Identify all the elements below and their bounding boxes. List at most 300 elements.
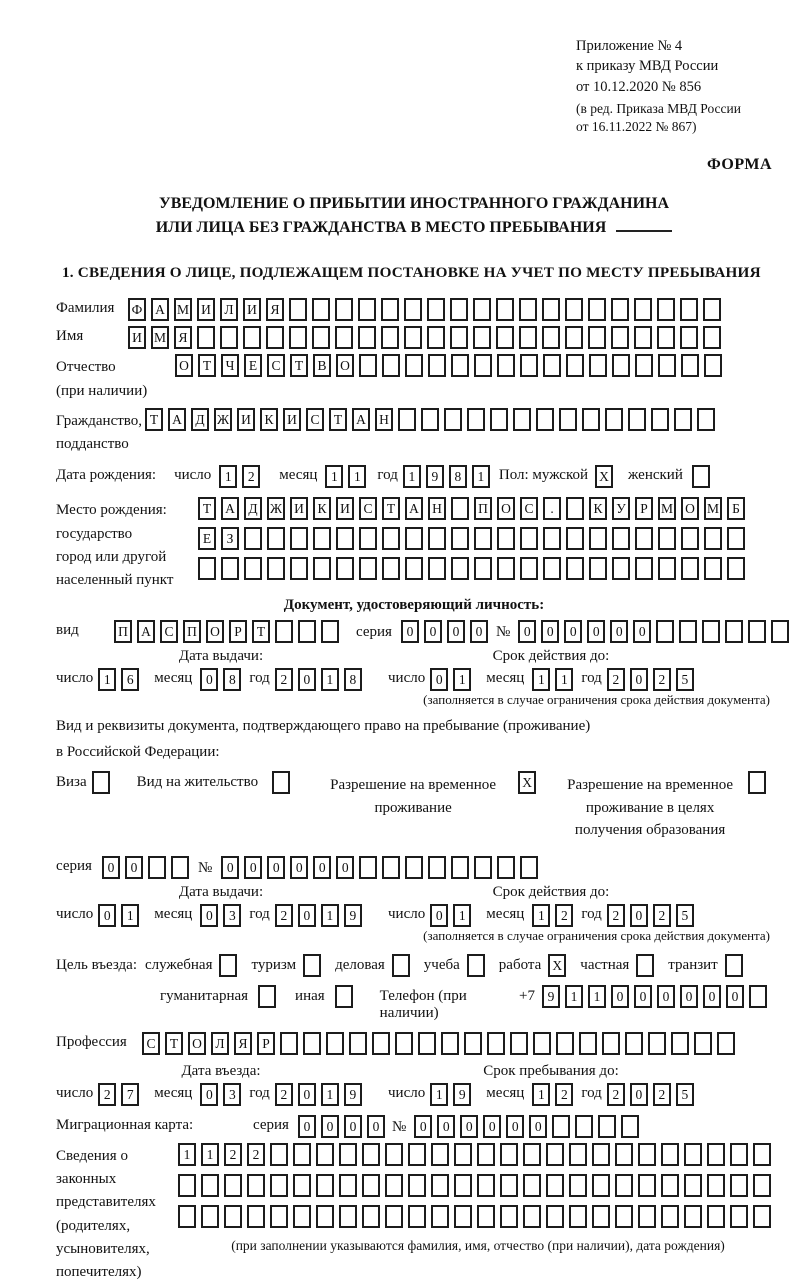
char-box[interactable] [464, 1032, 482, 1055]
char-box[interactable] [566, 497, 584, 520]
char-box[interactable] [621, 1115, 639, 1138]
char-box[interactable] [753, 1174, 771, 1197]
char-box[interactable] [615, 1143, 633, 1166]
char-box[interactable] [247, 1174, 265, 1197]
char-box[interactable] [293, 1143, 311, 1166]
char-box[interactable] [748, 771, 766, 794]
char-box[interactable]: 0 [200, 904, 218, 927]
char-box[interactable] [404, 298, 422, 321]
char-box[interactable] [431, 1143, 449, 1166]
char-box[interactable] [312, 326, 330, 349]
char-box[interactable] [270, 1174, 288, 1197]
char-box[interactable] [451, 497, 469, 520]
char-box[interactable]: 0 [630, 904, 648, 927]
char-box[interactable] [565, 326, 583, 349]
char-box[interactable]: 0 [470, 620, 488, 643]
char-box[interactable]: Т [252, 620, 270, 643]
char-box[interactable] [592, 1205, 610, 1228]
char-box[interactable]: 1 [325, 465, 343, 488]
char-box[interactable] [221, 557, 239, 580]
char-box[interactable]: 0 [460, 1115, 478, 1138]
char-box[interactable]: 0 [703, 985, 721, 1008]
char-box[interactable]: Р [257, 1032, 275, 1055]
char-box[interactable] [313, 527, 331, 550]
char-box[interactable] [684, 1143, 702, 1166]
char-box[interactable]: 9 [542, 985, 560, 1008]
char-box[interactable] [382, 557, 400, 580]
char-box[interactable]: 3 [223, 1083, 241, 1106]
char-box[interactable] [404, 326, 422, 349]
char-box[interactable] [431, 1205, 449, 1228]
char-box[interactable] [589, 354, 607, 377]
char-box[interactable] [542, 298, 560, 321]
char-box[interactable] [451, 557, 469, 580]
char-box[interactable] [385, 1174, 403, 1197]
char-box[interactable] [359, 527, 377, 550]
char-box[interactable] [694, 1032, 712, 1055]
char-box[interactable] [418, 1032, 436, 1055]
char-box[interactable]: П [183, 620, 201, 643]
char-box[interactable]: 2 [242, 465, 260, 488]
char-box[interactable]: 9 [453, 1083, 471, 1106]
char-box[interactable]: 0 [401, 620, 419, 643]
char-box[interactable]: С [160, 620, 178, 643]
char-box[interactable]: 1 [532, 1083, 550, 1106]
char-box[interactable]: У [612, 497, 630, 520]
char-box[interactable] [725, 620, 743, 643]
char-box[interactable]: 0 [587, 620, 605, 643]
char-box[interactable] [727, 557, 745, 580]
char-box[interactable] [405, 557, 423, 580]
char-box[interactable] [247, 1205, 265, 1228]
char-box[interactable] [258, 985, 276, 1008]
char-box[interactable]: 1 [219, 465, 237, 488]
char-box[interactable] [579, 1032, 597, 1055]
char-box[interactable] [497, 527, 515, 550]
char-box[interactable]: 1 [588, 985, 606, 1008]
char-box[interactable] [523, 1205, 541, 1228]
char-box[interactable] [359, 856, 377, 879]
char-box[interactable] [703, 326, 721, 349]
char-box[interactable]: 9 [344, 904, 362, 927]
char-box[interactable]: 0 [298, 1083, 316, 1106]
char-box[interactable] [510, 1032, 528, 1055]
char-box[interactable] [316, 1205, 334, 1228]
char-box[interactable] [543, 354, 561, 377]
char-box[interactable]: Т [329, 408, 347, 431]
char-box[interactable] [612, 557, 630, 580]
char-box[interactable] [533, 1032, 551, 1055]
char-box[interactable]: 1 [472, 465, 490, 488]
char-box[interactable]: 2 [555, 904, 573, 927]
char-box[interactable] [428, 527, 446, 550]
char-box[interactable] [657, 326, 675, 349]
char-box[interactable]: И [243, 298, 261, 321]
char-box[interactable] [428, 856, 446, 879]
char-box[interactable]: 0 [657, 985, 675, 1008]
char-box[interactable]: Д [191, 408, 209, 431]
char-box[interactable]: Т [382, 497, 400, 520]
char-box[interactable] [730, 1205, 748, 1228]
char-box[interactable] [543, 527, 561, 550]
char-box[interactable] [656, 620, 674, 643]
char-box[interactable] [546, 1174, 564, 1197]
char-box[interactable]: 2 [555, 1083, 573, 1106]
char-box[interactable] [382, 527, 400, 550]
char-box[interactable] [474, 354, 492, 377]
char-box[interactable] [635, 557, 653, 580]
char-box[interactable]: X [518, 771, 536, 794]
char-box[interactable] [148, 856, 166, 879]
char-box[interactable] [674, 408, 692, 431]
char-box[interactable]: И [336, 497, 354, 520]
char-box[interactable] [473, 326, 491, 349]
char-box[interactable]: С [359, 497, 377, 520]
char-box[interactable] [408, 1143, 426, 1166]
char-box[interactable] [290, 527, 308, 550]
char-box[interactable]: 8 [449, 465, 467, 488]
char-box[interactable]: О [681, 497, 699, 520]
char-box[interactable] [589, 557, 607, 580]
char-box[interactable] [358, 298, 376, 321]
char-box[interactable] [270, 1143, 288, 1166]
char-box[interactable] [500, 1205, 518, 1228]
char-box[interactable] [496, 298, 514, 321]
char-box[interactable]: 6 [121, 668, 139, 691]
char-box[interactable] [201, 1174, 219, 1197]
char-box[interactable] [358, 326, 376, 349]
char-box[interactable]: К [260, 408, 278, 431]
char-box[interactable] [681, 354, 699, 377]
char-box[interactable]: 0 [313, 856, 331, 879]
char-box[interactable] [566, 557, 584, 580]
char-box[interactable]: 1 [430, 1083, 448, 1106]
char-box[interactable]: Т [198, 497, 216, 520]
char-box[interactable]: 0 [506, 1115, 524, 1138]
char-box[interactable]: 0 [200, 1083, 218, 1106]
char-box[interactable] [635, 527, 653, 550]
char-box[interactable]: Т [290, 354, 308, 377]
char-box[interactable] [497, 557, 515, 580]
char-box[interactable]: А [168, 408, 186, 431]
char-box[interactable] [298, 620, 316, 643]
char-box[interactable]: К [589, 497, 607, 520]
char-box[interactable]: 0 [680, 985, 698, 1008]
char-box[interactable] [326, 1032, 344, 1055]
char-box[interactable]: 5 [676, 668, 694, 691]
char-box[interactable] [487, 1032, 505, 1055]
char-box[interactable] [658, 354, 676, 377]
char-box[interactable]: А [405, 497, 423, 520]
char-box[interactable] [592, 1143, 610, 1166]
char-box[interactable] [431, 1174, 449, 1197]
char-box[interactable] [543, 557, 561, 580]
char-box[interactable] [680, 326, 698, 349]
char-box[interactable] [523, 1174, 541, 1197]
char-box[interactable]: 0 [221, 856, 239, 879]
char-box[interactable] [638, 1143, 656, 1166]
char-box[interactable]: Л [220, 298, 238, 321]
char-box[interactable] [339, 1174, 357, 1197]
char-box[interactable]: 0 [610, 620, 628, 643]
char-box[interactable] [316, 1143, 334, 1166]
char-box[interactable]: 2 [275, 1083, 293, 1106]
char-box[interactable] [575, 1115, 593, 1138]
char-box[interactable]: 0 [430, 668, 448, 691]
char-box[interactable] [381, 298, 399, 321]
char-box[interactable]: М [704, 497, 722, 520]
char-box[interactable] [500, 1143, 518, 1166]
char-box[interactable] [398, 408, 416, 431]
char-box[interactable] [605, 408, 623, 431]
char-box[interactable]: 0 [102, 856, 120, 879]
char-box[interactable]: 0 [336, 856, 354, 879]
char-box[interactable]: . [543, 497, 561, 520]
char-box[interactable] [312, 298, 330, 321]
char-box[interactable] [316, 1174, 334, 1197]
char-box[interactable] [684, 1174, 702, 1197]
char-box[interactable] [444, 408, 462, 431]
char-box[interactable] [474, 527, 492, 550]
char-box[interactable]: Ж [214, 408, 232, 431]
char-box[interactable]: 0 [633, 620, 651, 643]
char-box[interactable] [321, 620, 339, 643]
char-box[interactable] [542, 326, 560, 349]
char-box[interactable] [490, 408, 508, 431]
char-box[interactable] [704, 557, 722, 580]
char-box[interactable]: М [174, 298, 192, 321]
char-box[interactable]: 0 [298, 904, 316, 927]
char-box[interactable]: 1 [348, 465, 366, 488]
char-box[interactable]: И [128, 326, 146, 349]
char-box[interactable]: Т [165, 1032, 183, 1055]
char-box[interactable] [339, 1143, 357, 1166]
char-box[interactable] [520, 856, 538, 879]
char-box[interactable] [702, 620, 720, 643]
char-box[interactable] [703, 298, 721, 321]
char-box[interactable]: 2 [607, 904, 625, 927]
char-box[interactable]: 0 [298, 1115, 316, 1138]
char-box[interactable]: 1 [403, 465, 421, 488]
char-box[interactable] [588, 326, 606, 349]
char-box[interactable] [272, 771, 290, 794]
char-box[interactable]: 0 [98, 904, 116, 927]
char-box[interactable] [753, 1143, 771, 1166]
char-box[interactable]: Я [234, 1032, 252, 1055]
char-box[interactable]: О [336, 354, 354, 377]
char-box[interactable] [220, 326, 238, 349]
char-box[interactable]: Я [266, 298, 284, 321]
char-box[interactable]: 2 [98, 1083, 116, 1106]
char-box[interactable] [612, 354, 630, 377]
char-box[interactable]: 1 [321, 668, 339, 691]
char-box[interactable] [178, 1174, 196, 1197]
char-box[interactable]: 2 [224, 1143, 242, 1166]
char-box[interactable]: Ж [267, 497, 285, 520]
char-box[interactable]: 0 [290, 856, 308, 879]
char-box[interactable] [473, 298, 491, 321]
char-box[interactable] [611, 326, 629, 349]
char-box[interactable] [635, 354, 653, 377]
char-box[interactable]: П [114, 620, 132, 643]
char-box[interactable] [727, 527, 745, 550]
char-box[interactable] [197, 326, 215, 349]
char-box[interactable] [335, 985, 353, 1008]
char-box[interactable] [519, 298, 537, 321]
char-box[interactable] [178, 1205, 196, 1228]
char-box[interactable] [335, 298, 353, 321]
char-box[interactable]: 2 [653, 1083, 671, 1106]
char-box[interactable] [293, 1174, 311, 1197]
char-box[interactable]: Я [174, 326, 192, 349]
char-box[interactable] [697, 408, 715, 431]
char-box[interactable] [339, 1205, 357, 1228]
char-box[interactable]: Н [428, 497, 446, 520]
char-box[interactable] [497, 354, 515, 377]
char-box[interactable] [427, 326, 445, 349]
char-box[interactable]: 1 [98, 668, 116, 691]
char-box[interactable]: А [137, 620, 155, 643]
char-box[interactable] [385, 1143, 403, 1166]
char-box[interactable] [349, 1032, 367, 1055]
char-box[interactable]: 2 [607, 1083, 625, 1106]
char-box[interactable] [592, 1174, 610, 1197]
char-box[interactable] [405, 856, 423, 879]
char-box[interactable] [771, 620, 789, 643]
char-box[interactable] [546, 1143, 564, 1166]
char-box[interactable] [372, 1032, 390, 1055]
char-box[interactable]: 0 [414, 1115, 432, 1138]
char-box[interactable] [408, 1174, 426, 1197]
char-box[interactable]: З [221, 527, 239, 550]
char-box[interactable] [427, 298, 445, 321]
char-box[interactable] [266, 326, 284, 349]
char-box[interactable] [441, 1032, 459, 1055]
char-box[interactable] [661, 1174, 679, 1197]
char-box[interactable] [681, 557, 699, 580]
char-box[interactable] [657, 298, 675, 321]
char-box[interactable] [454, 1205, 472, 1228]
char-box[interactable]: Ч [221, 354, 239, 377]
char-box[interactable]: А [352, 408, 370, 431]
char-box[interactable] [474, 856, 492, 879]
char-box[interactable]: 1 [201, 1143, 219, 1166]
char-box[interactable] [602, 1032, 620, 1055]
char-box[interactable] [692, 465, 710, 488]
char-box[interactable] [405, 527, 423, 550]
char-box[interactable]: 0 [564, 620, 582, 643]
char-box[interactable] [244, 527, 262, 550]
char-box[interactable] [303, 954, 321, 977]
char-box[interactable] [625, 1032, 643, 1055]
char-box[interactable]: 0 [447, 620, 465, 643]
char-box[interactable] [753, 1205, 771, 1228]
char-box[interactable] [546, 1205, 564, 1228]
char-box[interactable]: 0 [244, 856, 262, 879]
char-box[interactable] [171, 856, 189, 879]
char-box[interactable] [224, 1205, 242, 1228]
char-box[interactable] [395, 1032, 413, 1055]
char-box[interactable]: 1 [453, 904, 471, 927]
char-box[interactable] [519, 326, 537, 349]
char-box[interactable]: 0 [518, 620, 536, 643]
char-box[interactable] [565, 298, 583, 321]
char-box[interactable] [408, 1205, 426, 1228]
char-box[interactable]: 2 [607, 668, 625, 691]
char-box[interactable] [428, 354, 446, 377]
char-box[interactable] [730, 1143, 748, 1166]
char-box[interactable] [520, 557, 538, 580]
char-box[interactable]: 0 [634, 985, 652, 1008]
char-box[interactable] [651, 408, 669, 431]
char-box[interactable] [477, 1143, 495, 1166]
char-box[interactable]: 1 [321, 1083, 339, 1106]
char-box[interactable]: 1 [178, 1143, 196, 1166]
char-box[interactable] [707, 1143, 725, 1166]
char-box[interactable]: 2 [653, 668, 671, 691]
char-box[interactable] [289, 298, 307, 321]
char-box[interactable]: Р [229, 620, 247, 643]
char-box[interactable] [467, 954, 485, 977]
char-box[interactable]: О [175, 354, 193, 377]
char-box[interactable] [684, 1205, 702, 1228]
char-box[interactable]: С [267, 354, 285, 377]
char-box[interactable]: М [658, 497, 676, 520]
char-box[interactable] [671, 1032, 689, 1055]
char-box[interactable]: 0 [726, 985, 744, 1008]
char-box[interactable] [636, 954, 654, 977]
char-box[interactable]: Ф [128, 298, 146, 321]
char-box[interactable] [569, 1174, 587, 1197]
char-box[interactable]: 9 [426, 465, 444, 488]
char-box[interactable] [569, 1205, 587, 1228]
char-box[interactable]: 0 [483, 1115, 501, 1138]
char-box[interactable]: Т [198, 354, 216, 377]
char-box[interactable] [611, 298, 629, 321]
char-box[interactable] [634, 298, 652, 321]
char-box[interactable]: 0 [541, 620, 559, 643]
char-box[interactable] [477, 1174, 495, 1197]
char-box[interactable] [450, 326, 468, 349]
char-box[interactable] [336, 557, 354, 580]
char-box[interactable]: 0 [529, 1115, 547, 1138]
char-box[interactable] [520, 354, 538, 377]
char-box[interactable]: И [283, 408, 301, 431]
char-box[interactable]: 1 [532, 668, 550, 691]
char-box[interactable]: И [290, 497, 308, 520]
char-box[interactable]: X [595, 465, 613, 488]
char-box[interactable]: М [151, 326, 169, 349]
char-box[interactable]: 0 [424, 620, 442, 643]
char-box[interactable]: 8 [344, 668, 362, 691]
char-box[interactable]: 0 [437, 1115, 455, 1138]
char-box[interactable]: Л [211, 1032, 229, 1055]
char-box[interactable] [362, 1205, 380, 1228]
char-box[interactable]: А [221, 497, 239, 520]
char-box[interactable] [717, 1032, 735, 1055]
char-box[interactable] [569, 1143, 587, 1166]
char-box[interactable] [566, 354, 584, 377]
char-box[interactable] [381, 326, 399, 349]
char-box[interactable] [681, 527, 699, 550]
char-box[interactable]: 9 [344, 1083, 362, 1106]
char-box[interactable]: 2 [247, 1143, 265, 1166]
char-box[interactable] [725, 954, 743, 977]
char-box[interactable]: 0 [611, 985, 629, 1008]
char-box[interactable]: 1 [565, 985, 583, 1008]
char-box[interactable]: С [306, 408, 324, 431]
char-box[interactable] [582, 408, 600, 431]
